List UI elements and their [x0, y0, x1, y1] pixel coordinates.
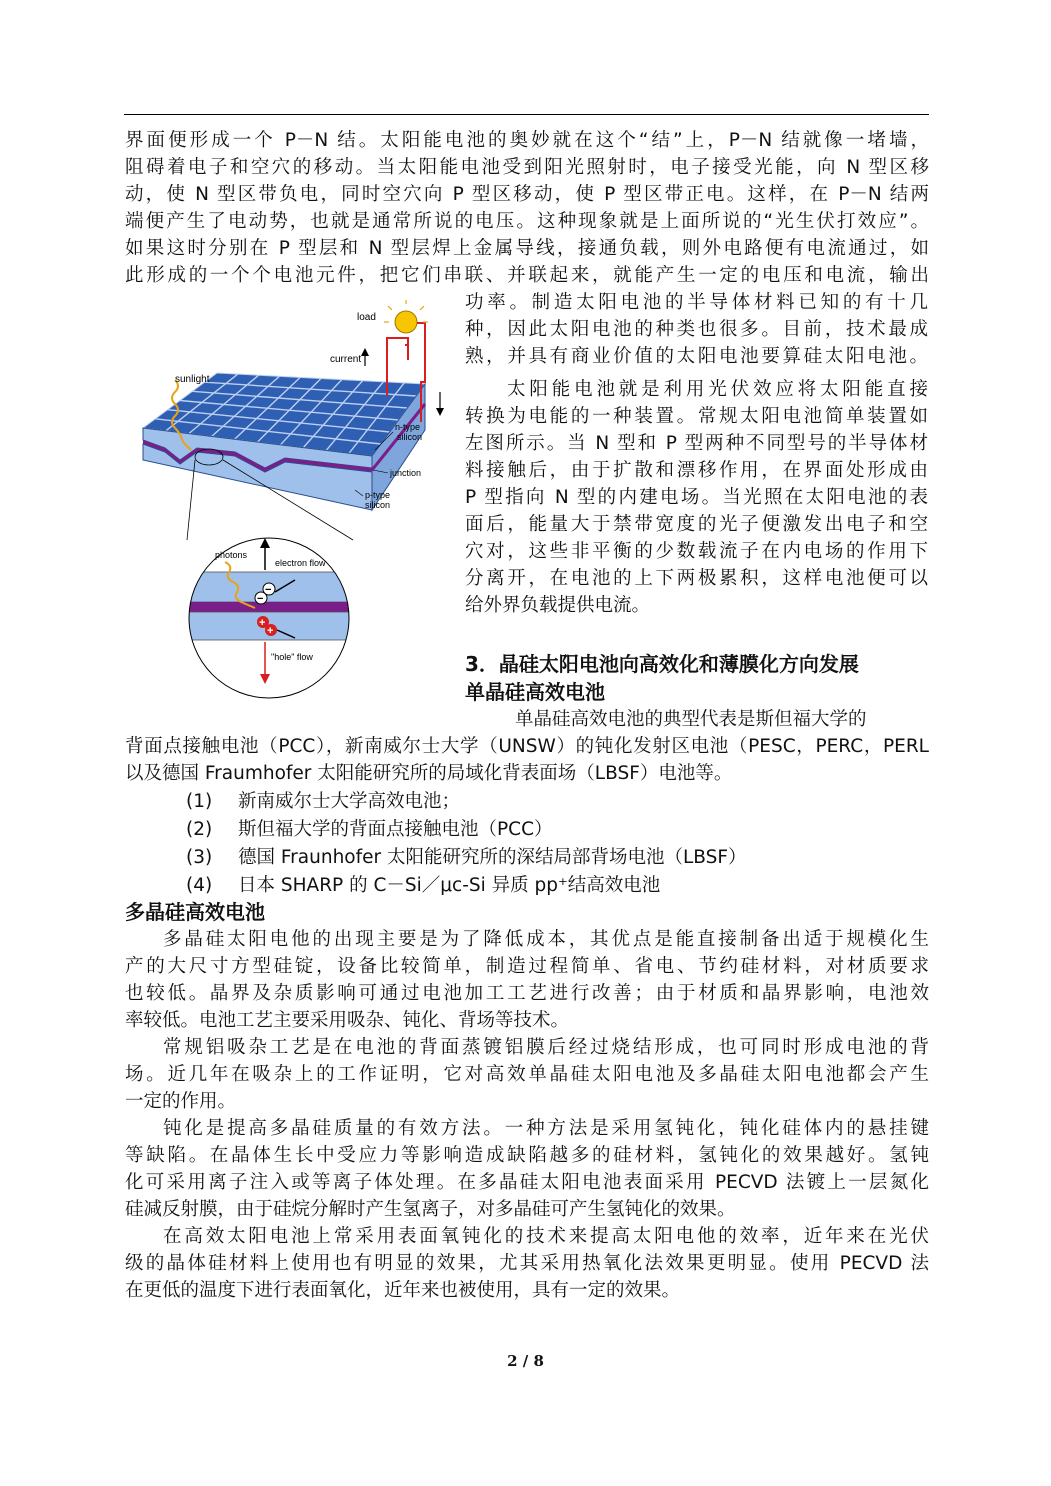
- text-line: 级的晶体硅材料上使用也有明显的效果，尤其采用热氧化法效果更明显。使用 PECVD 法: [125, 1253, 929, 1274]
- label-p-silicon: silicon: [365, 500, 391, 510]
- text-line: 率较低。电池工艺主要采用吸杂、钝化、背场等技术。: [125, 1010, 570, 1031]
- intro-paragraph: [125, 127, 929, 289]
- svg-text:−: −: [265, 584, 272, 596]
- zoom-line-left: [187, 460, 195, 540]
- list-item: (3) 德国 Fraunhofer 太阳能研究所的深结局部背场电池（LBSF）: [186, 847, 747, 868]
- label-hole-flow: "hole" flow: [271, 652, 313, 662]
- text-line: 种，因此太阳电池的种类也很多。目前，技术最成: [465, 319, 928, 340]
- list-item: (2) 斯但福大学的背面点接触电池（PCC）: [186, 819, 553, 840]
- text-line: 分离开，在电池的上下两极累积，这样电池便可以: [465, 568, 928, 589]
- label-n-type: n-type: [395, 422, 421, 432]
- text-line: 阻碍着电子和空穴的移动。当太阳能电池受到阳光照射时，电子接受光能，向 N 型区移: [125, 157, 929, 178]
- label-electron-flow: electron flow: [275, 558, 326, 568]
- text-line: 功率。制造太阳电池的半导体材料已知的有十几: [465, 292, 928, 313]
- label-junction: junction: [390, 468, 422, 478]
- text-line: 在更低的温度下进行表面氧化，近年来也被使用，具有一定的效果。: [125, 1280, 681, 1301]
- text-line: 产的大尺寸方型硅锭，设备比较简单，制造过程简单、省电、节约硅材料，对材质要求: [125, 956, 929, 977]
- subheading-poly: 多晶硅高效电池: [125, 900, 265, 924]
- list-item: (1) 新南威尔士大学高效电池；: [186, 791, 461, 812]
- label-n-silicon: silicon: [397, 432, 423, 442]
- text-line: 太阳能电池就是利用光伏效应将太阳能直接: [507, 379, 928, 400]
- text-line: 在高效太阳电池上常采用表面氧钝化的技术来提高太阳电他的效率，近年来在光伏: [163, 1226, 929, 1247]
- current-arrowhead: [361, 348, 369, 356]
- list-item: (4) 日本 SHARP 的 C－Si／μc-Si 异质 pp⁺结高效电池: [186, 875, 661, 896]
- efficiency-list: [186, 788, 747, 900]
- text-line: 以及德国 Fraumhofer 太阳能研究所的局域化背表面场（LBSF）电池等。: [125, 763, 733, 784]
- subheading-mono: 单晶硅高效电池: [465, 680, 605, 704]
- text-line: 单晶硅高效电池的典型代表是斯但福大学的: [515, 709, 867, 730]
- text-line: 料接触后，由于扩散和漂移作用，在界面处形成由: [465, 460, 928, 481]
- text-line: 多晶硅太阳电他的出现主要是为了降低成本，其优点是能直接制备出适于规模化生: [163, 929, 929, 950]
- text-line: 场。近几年在吸杂上的工作证明，它对高效单晶硅太阳电池及多晶硅太阳电池都会产生: [125, 1064, 929, 1085]
- label-p-type: p-type: [365, 490, 391, 500]
- text-line: 动，使 N 型区带负电，同时空穴向 P 型区移动，使 P 型区带正电。这样，在 P－N 结两: [125, 184, 929, 205]
- label-load: load: [357, 312, 376, 323]
- svg-text:−: −: [257, 593, 264, 605]
- text-line: 端便产生了电动势，也就是通常所说的电压。这种现象就是上面所说的“光生伏打效应”。: [125, 211, 929, 232]
- text-line: 等缺陷。在晶体生长中受应力等影响造成缺陷越多的硅材料，氢钝化的效果越好。氢钝: [125, 1145, 929, 1166]
- text-line: 常规铝吸杂工艺是在电池的背面蒸镀铝膜后经过烧结形成，也可同时形成电池的背: [163, 1037, 929, 1058]
- text-line: 面后，能量大于禁带宽度的光子便激发出电子和空: [465, 514, 928, 535]
- text-line: 背面点接触电池（PCC），新南威尔士大学（UNSW）的钝化发射区电池（PESC，PERC，PERL: [125, 736, 929, 757]
- label-photons: photons: [215, 550, 248, 560]
- page-number: 2 / 8: [507, 1352, 544, 1370]
- text-line: 穴对，这些非平衡的少数载流子在内电场的作用下: [465, 541, 928, 562]
- text-line: 转换为电能的一种装置。常规太阳电池简单装置如: [465, 406, 928, 427]
- text-line: 也较低。晶界及杂质影响可通过电池加工工艺进行改善；由于材质和晶界影响，电池效: [125, 983, 929, 1004]
- text-line: 左图所示。当 N 型和 P 型两种不同型号的半导体材: [465, 433, 928, 454]
- label-sunlight: sunlight: [175, 374, 210, 385]
- svg-text:+: +: [267, 625, 274, 637]
- poly-section: [125, 926, 929, 1304]
- text-line: 如果这时分别在 P 型层和 N 型层焊上金属导线，接通负载，则外电路便有电流通过，如: [125, 238, 929, 259]
- text-line: 化可采用离子注入或等离子体处理。在多晶硅太阳电池表面采用 PECVD 法镀上一层氮化: [125, 1172, 929, 1193]
- section-heading: 3．晶硅太阳电池向高效化和薄膜化方向发展: [465, 652, 859, 676]
- text-line: 一定的作用。: [125, 1091, 237, 1112]
- text-line: 此形成的一个个电池元件，把它们串联、并联起来，就能产生一定的电压和电流，输出: [125, 265, 929, 286]
- wire-bottom: [405, 345, 408, 360]
- mono-paragraph: [125, 706, 929, 787]
- text-line: P 型指向 N 型的内建电场。当光照在太阳电池的表: [465, 487, 928, 508]
- text-line: 硅减反射膜，由于硅烷分解时产生氢离子，对多晶硅可产生氢钝化的效果。: [125, 1199, 736, 1220]
- text-line: 界面便形成一个 P－N 结。太阳能电池的奥妙就在这个“结”上，P－N 结就像一堵墙，: [125, 130, 929, 151]
- text-line: 熟，并具有商业价值的太阳电池要算硅太阳电池。: [465, 346, 928, 367]
- header-rule: [124, 114, 929, 115]
- bulb-icon: [395, 311, 417, 333]
- text-line: 钝化是提高多晶硅质量的有效方法。一种方法是采用氢钝化，钝化硅体内的悬挂键: [163, 1118, 929, 1139]
- svg-text:+: +: [259, 617, 266, 629]
- side-paragraph-2: [465, 376, 928, 619]
- label-current: current: [330, 354, 362, 365]
- text-line: 给外界负载提供电流。: [465, 595, 651, 616]
- side-paragraph-1: [465, 289, 928, 370]
- solar-cell-diagram: [125, 300, 460, 700]
